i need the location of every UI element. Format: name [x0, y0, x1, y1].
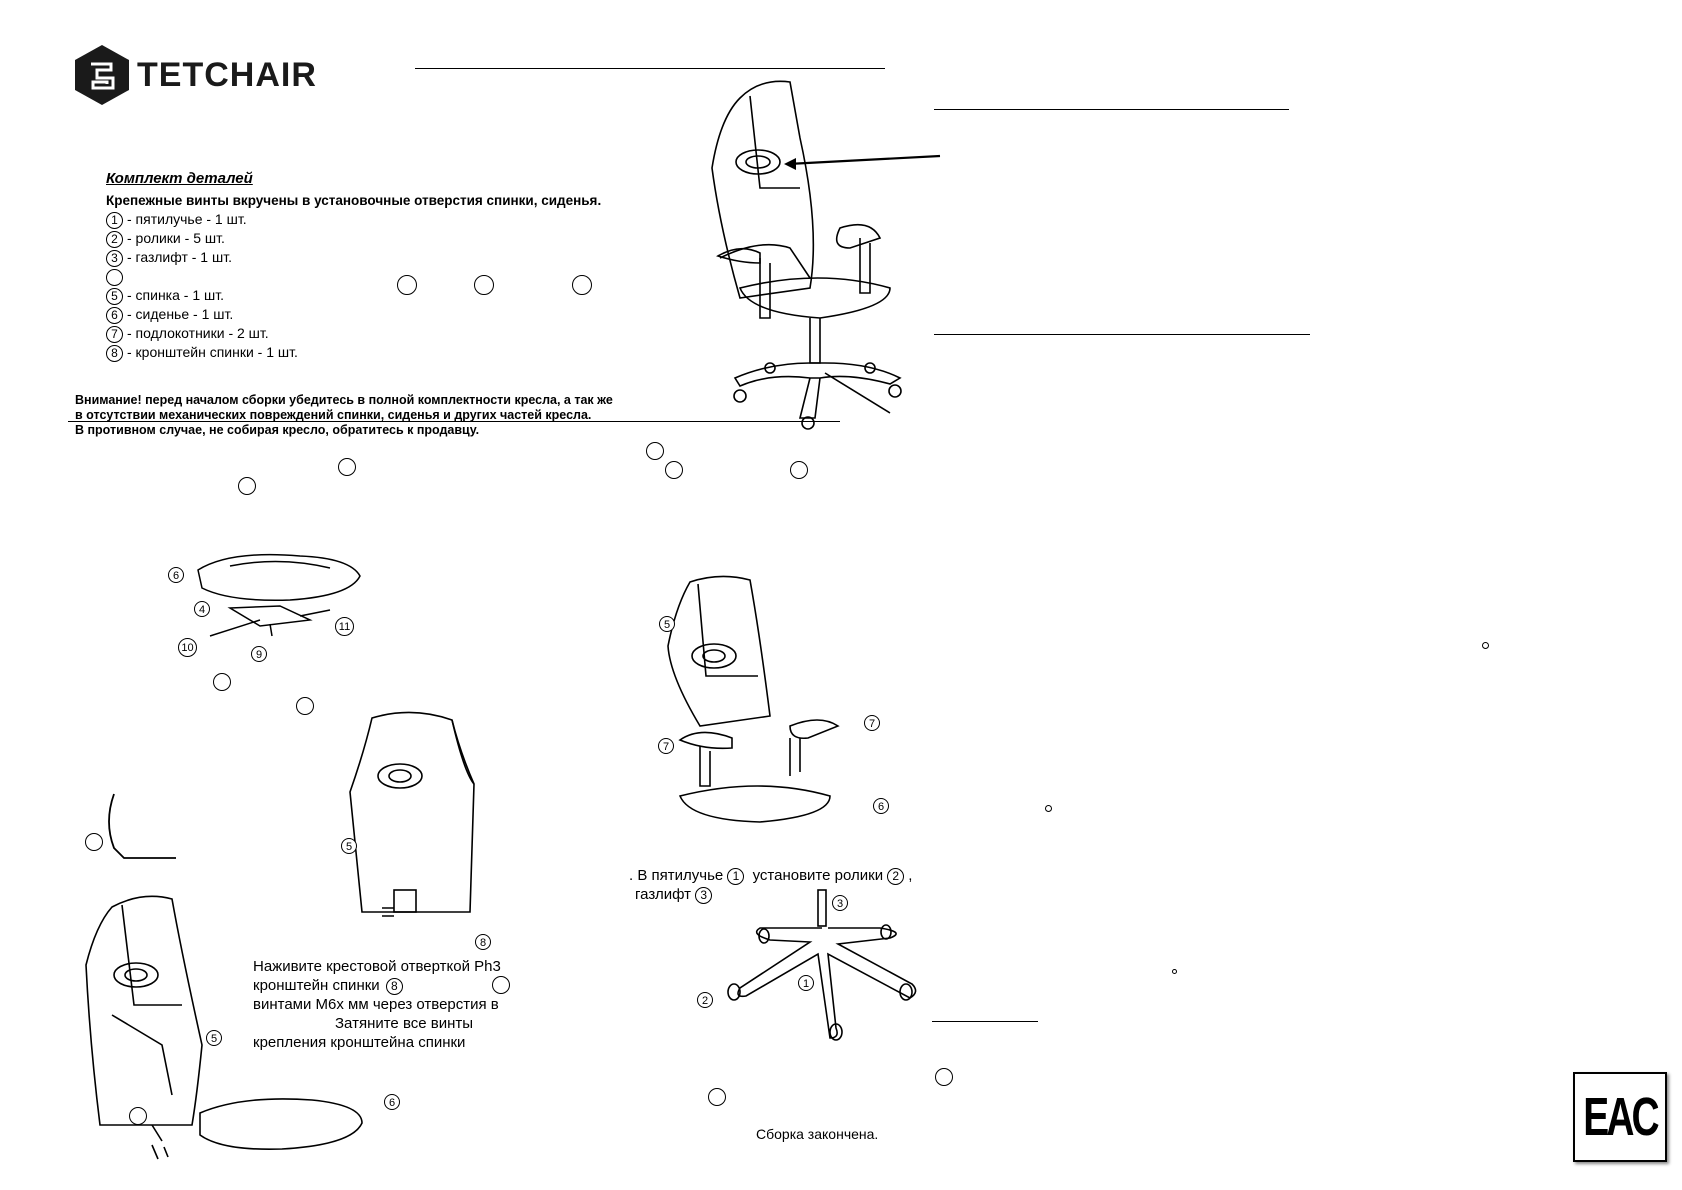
callout-mechanism: 4 [194, 601, 210, 617]
callout-bolt-9: 9 [251, 646, 267, 662]
list-item: 5 - спинка - 1 шт. [106, 286, 601, 305]
step-bracket-text: Наживите крестовой отверткой Ph3 кронштейн спинки 8 винтами М6х мм через отверстия в Затяните все винты крепления кронштейна спинки [253, 958, 501, 1051]
base-illustration [710, 888, 930, 1038]
logo-hexagon-icon [73, 44, 131, 106]
empty-circle [213, 673, 231, 691]
list-item: 7 - подлокотники - 2 шт. [106, 324, 601, 343]
chair-overview-illustration [700, 78, 940, 438]
empty-circle [85, 833, 103, 851]
dot-mark [1045, 805, 1052, 812]
right-rule-2 [934, 334, 1310, 335]
dot-mark [1172, 969, 1177, 974]
bracket-illustration [100, 792, 180, 862]
callout-seat-side: 6 [384, 1094, 400, 1110]
list-item [106, 267, 601, 286]
callout-lever-11: 11 [335, 617, 354, 636]
header-rule [415, 68, 885, 69]
callout-caster: 2 [697, 992, 713, 1008]
step-base-text: . В пятилучье 1 установите ролики 2 , газлифт 3 [629, 867, 913, 903]
warning-text: Внимание! перед началом сборки убедитесь в полной комплектности кресла, а так же в отсутствии механических повреждений спинки, сиденья и других частей кресла. В противном случае, не собирая кресло, обратитесь к продавцу. [75, 393, 613, 437]
empty-circle [646, 442, 664, 460]
empty-circle [238, 477, 256, 495]
callout-armrest-left: 7 [658, 738, 674, 754]
empty-circle [572, 275, 592, 295]
chair-armrest-illustration [640, 576, 870, 826]
empty-circle [708, 1088, 726, 1106]
eac-badge [1573, 1072, 1667, 1162]
empty-circle [935, 1068, 953, 1086]
list-item: 1 - пятилучье - 1 шт. [106, 210, 601, 229]
empty-circle [665, 461, 683, 479]
callout-bracket: 8 [475, 934, 491, 950]
assembly-done-text: Сборка закончена. [756, 1126, 879, 1142]
empty-circle [296, 697, 314, 715]
empty-circle [474, 275, 494, 295]
eac-mark: EAC [1583, 1087, 1657, 1147]
callout-base: 1 [798, 975, 814, 991]
callout-armrest-right: 7 [864, 715, 880, 731]
callout-gaslift: 3 [832, 895, 848, 911]
empty-circle [129, 1107, 147, 1125]
brand-logo [73, 44, 333, 106]
callout-back-rear: 5 [341, 838, 357, 854]
brand-name: TETCHAIR [137, 56, 317, 94]
empty-circle [790, 461, 808, 479]
right-rule-3 [932, 1021, 1038, 1022]
empty-circle [397, 275, 417, 295]
backrest-rear-illustration [342, 712, 482, 922]
right-rule-1 [934, 109, 1289, 110]
list-item: 8 - кронштейн спинки - 1 шт. [106, 343, 601, 362]
backrest-seat-side-illustration [82, 895, 382, 1165]
empty-circle [492, 976, 510, 994]
callout-chair-back: 5 [659, 616, 675, 632]
parts-title: Комплект деталей [106, 170, 253, 187]
callout-chair-seat: 6 [873, 798, 889, 814]
list-item: 6 - сиденье - 1 шт. [106, 305, 601, 324]
dot-mark [1482, 642, 1489, 649]
callout-lever-10: 10 [178, 638, 197, 657]
empty-circle [338, 458, 356, 476]
list-item: 3 - газлифт - 1 шт. [106, 248, 601, 267]
parts-section [106, 170, 601, 362]
callout-back-side: 5 [206, 1030, 222, 1046]
list-item: 2 - ролики - 5 шт. [106, 229, 601, 248]
parts-note: Крепежные винты вкручены в установочные отверстия спинки, сиденья. [106, 193, 602, 208]
parts-list [106, 210, 601, 362]
callout-seat: 6 [168, 567, 184, 583]
